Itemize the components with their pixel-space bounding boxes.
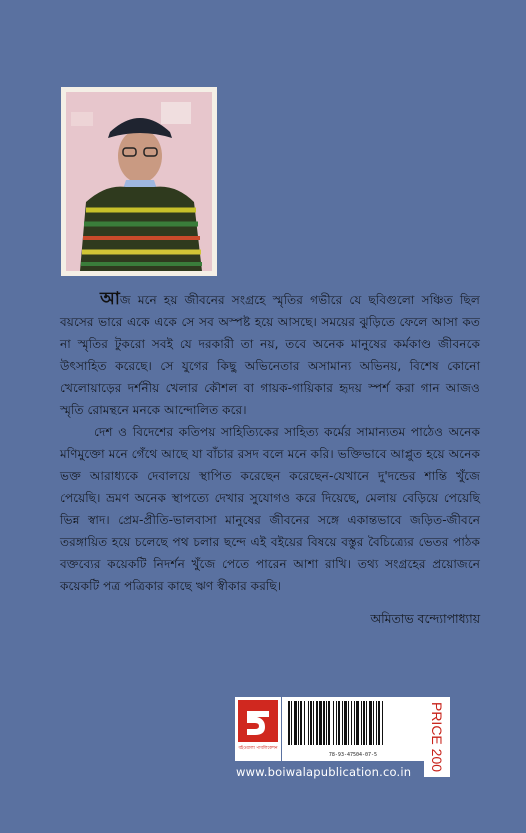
- drop-letter: আ: [100, 289, 120, 309]
- paragraph-2-text: দেশ ও বিদেশের কতিপয় সাহিত্যিকের সাহিত্য কর্মের সামান্যতম পাঠেও অনেক মণিমুক্তো মনে গেঁথে আছে যা বাঁচার রসদ বলে মনে করি। ভক্তিভাবে আপ্লুত হয়ে অনেক ভক্ত আরাধ্যকে দেবালয়ে স্থাপিত করেছেন করেছেন-যেখানে দু'দন্ডের শান্তি খুঁজে পেয়েছি। ভ্রমণ অনেক স্থাপত্যে দেখার সুযোগও করে দিয়েছে, মেলায় বেড়িয়ে পেয়েছি ভিন্ন স্বাদ। প্রেম-প্রীতি-ভালবাসা মানুষের জীবনের সঙ্গে একান্তভাবে জড়িত-জীবনে তরঙ্গায়িত হয়ে চলেছে পথ চলার ছন্দে এই বইয়ের বিষয়ে বস্তুর বৈচিত্র্যের ভেতর পাঠক বক্তব্যের কয়েকটি নিদর্শন খুঁজে পেতে পারেন আশা রাখি। তথ্য সংগ্রহের প্রয়োজনে কয়েকটি পত্র পত্রিকার কাছে ঋণ স্বীকার করছি।: [60, 425, 480, 593]
- price-box: [424, 697, 450, 777]
- author-photo: [66, 92, 212, 271]
- blurb-paragraph-2: [60, 421, 480, 597]
- price-label: PRICE 200: [429, 701, 445, 773]
- isbn-number: 78-93-47504-07-5: [328, 752, 378, 758]
- author-name: অমিতাভ বন্দ্যোপাধ্যায়: [370, 611, 480, 626]
- isbn-barcode: [282, 697, 424, 761]
- paragraph-1-text: জ মনে হয় জীবনের সংগ্রহে স্মৃতির গভীরে যে ছবিগুলো সঞ্চিত ছিল বয়সের ভারে একে একে সে সব অস্পষ্ট হয়ে আসছে। সময়ের ঝুড়িতে ফেলে আসা কত না স্মৃতির টুকরো সবই যে দরকারী তা নয়, তবে অনেক মানুষের কর্মকাণ্ড জীবনকে উৎসাহিত করেছে। সে যুগের কিছু অভিনেতার অসামান্য অভিনয়, বিশেষ কোনো খেলোয়াড়ের দর্শনীয় খেলার কৌশল বা গায়ক-গায়িকার হৃদয় স্পর্শ করা গান আজও স্মৃতি রোমন্থনে মনকে আন্দোলিত করে।: [60, 293, 480, 417]
- barcode-icon: [282, 697, 424, 751]
- red-book-logo-icon: [235, 697, 281, 745]
- back-cover-blurb: [60, 288, 480, 597]
- publisher-logo: [235, 697, 281, 761]
- publisher-website: www.boiwalapublication.co.in: [236, 765, 412, 779]
- author-photo-frame: [61, 87, 217, 276]
- blurb-paragraph-1: [60, 288, 480, 421]
- publisher-tag: বইওয়ালা পাবলিকেশন: [238, 746, 278, 751]
